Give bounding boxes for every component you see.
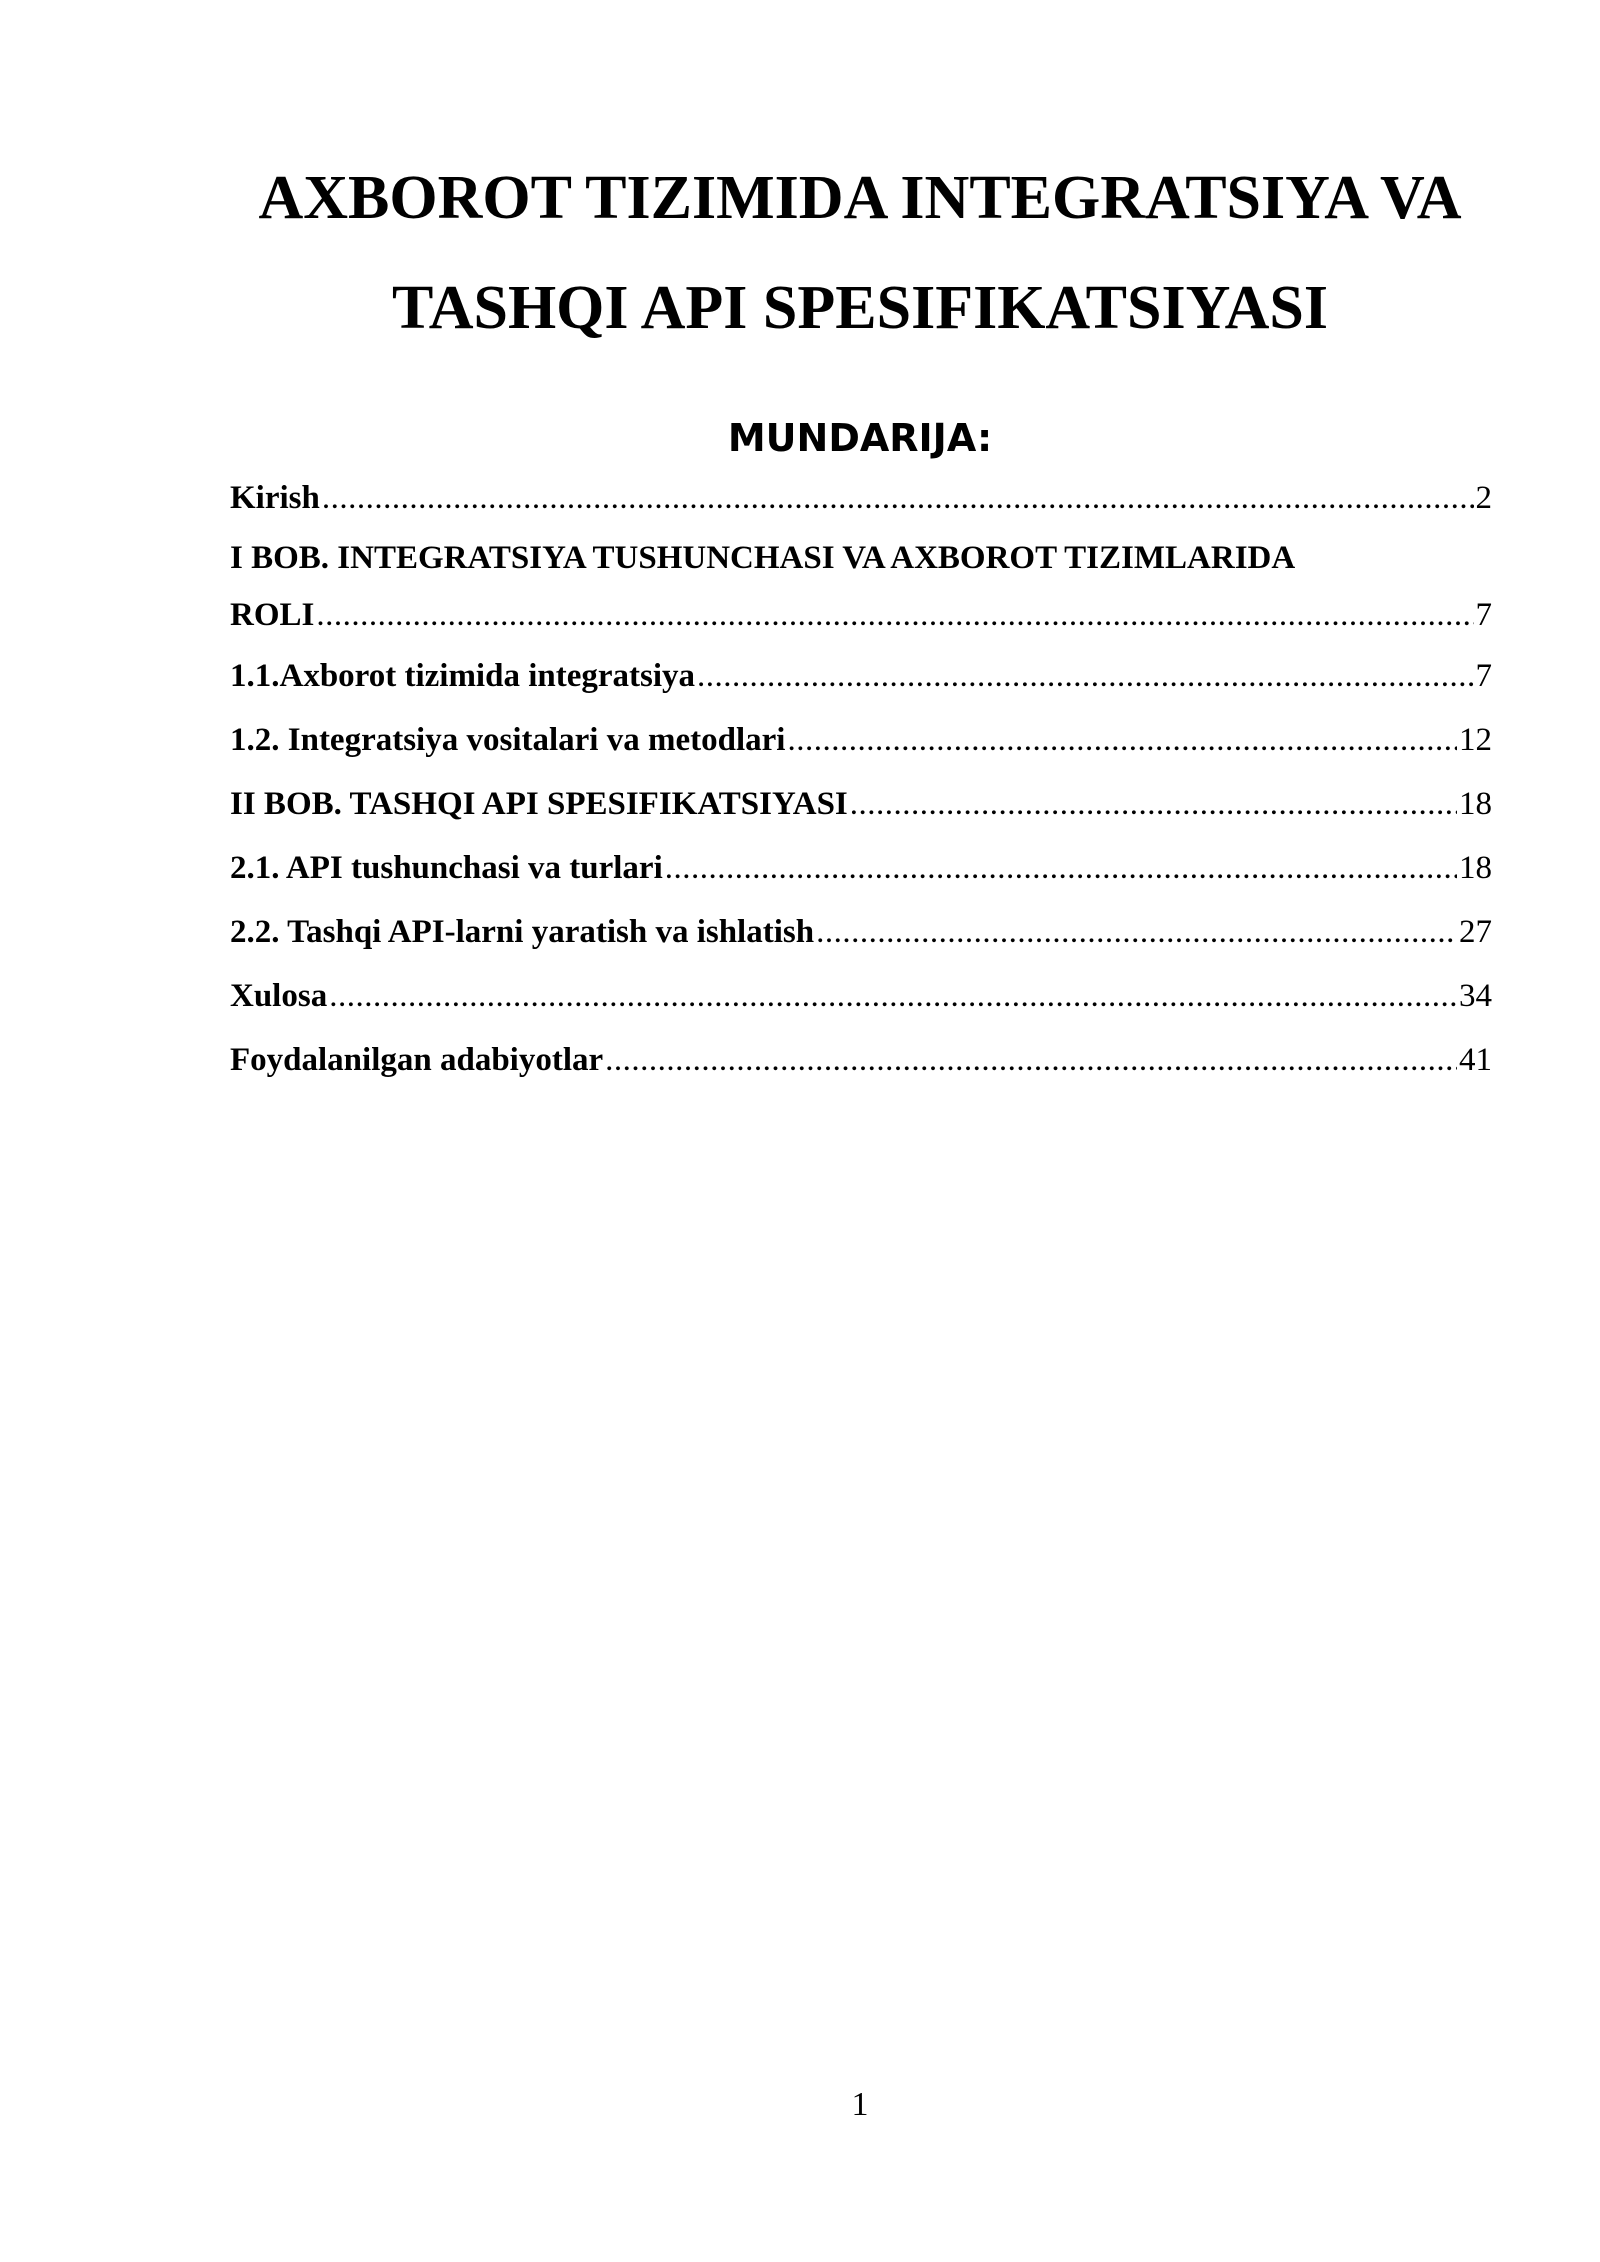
toc-entry-xulosa[interactable] — [230, 964, 1492, 1028]
toc-entry-label: Foydalanilgan adabiyotlar — [230, 1042, 604, 1078]
toc-entry-label: Xulosa — [230, 978, 328, 1014]
toc-entry-section-1-2[interactable] — [230, 708, 1492, 772]
toc-entry-label: II BOB. TASHQI API SPESIFIKATSIYASI — [230, 786, 848, 822]
toc-entry-chapter-1[interactable] — [230, 530, 1492, 644]
toc-dot-leader — [787, 708, 1457, 772]
toc-entry-label: 1.1.Axborot tizimida integratsiya — [230, 658, 696, 694]
page-number: 1 — [851, 2086, 869, 2123]
document-title — [200, 143, 1520, 363]
toc-entry-label: 2.1. API tushunchasi va turlari — [230, 850, 663, 886]
toc-entry-page: 41 — [1459, 1042, 1492, 1078]
toc-entry-page: 12 — [1459, 722, 1492, 758]
table-of-contents — [230, 466, 1492, 1092]
toc-entry-references[interactable] — [230, 1028, 1492, 1092]
toc-dot-leader — [850, 772, 1457, 836]
toc-entry-page: 7 — [1475, 658, 1492, 694]
toc-entry-page: 34 — [1459, 978, 1492, 1014]
toc-entry-section-2-1[interactable] — [230, 836, 1492, 900]
toc-entry-label: Kirish — [230, 480, 320, 516]
title-line-1: AXBOROT TIZIMIDA INTEGRATSIYA VA — [258, 164, 1462, 232]
toc-entry-label-line-1: I BOB. INTEGRATSIYA TUSHUNCHASI VA AXBOROT TIZIMLARIDA — [230, 540, 1296, 576]
toc-dot-leader — [329, 964, 1457, 1028]
toc-entry-label: 1.2. Integratsiya vositalari va metodlari — [230, 722, 786, 758]
toc-entry-page: 2 — [1475, 480, 1492, 516]
toc-dot-leader — [665, 836, 1457, 900]
toc-entry-section-2-2[interactable] — [230, 900, 1492, 964]
toc-dot-leader — [697, 644, 1473, 708]
toc-entry-kirish[interactable] — [230, 466, 1492, 530]
toc-entry-label: ROLI — [230, 597, 315, 633]
toc-entry-page: 18 — [1459, 850, 1492, 886]
toc-entry-page: 18 — [1459, 786, 1492, 822]
toc-dot-leader — [816, 900, 1457, 964]
toc-dot-leader — [605, 1028, 1457, 1092]
toc-entry-chapter-2[interactable] — [230, 772, 1492, 836]
toc-entry-section-1-1[interactable] — [230, 644, 1492, 708]
toc-entry-page: 27 — [1459, 914, 1492, 950]
toc-dot-leader — [322, 466, 1474, 530]
toc-entry-page: 7 — [1475, 597, 1492, 633]
title-line-2: TASHQI API SPESIFIKATSIYASI — [391, 274, 1329, 342]
toc-dot-leader — [316, 587, 1473, 644]
toc-entry-label: 2.2. Tashqi API-larni yaratish va ishlatish — [230, 914, 815, 950]
toc-heading: MUNDARIJA: — [727, 416, 993, 460]
